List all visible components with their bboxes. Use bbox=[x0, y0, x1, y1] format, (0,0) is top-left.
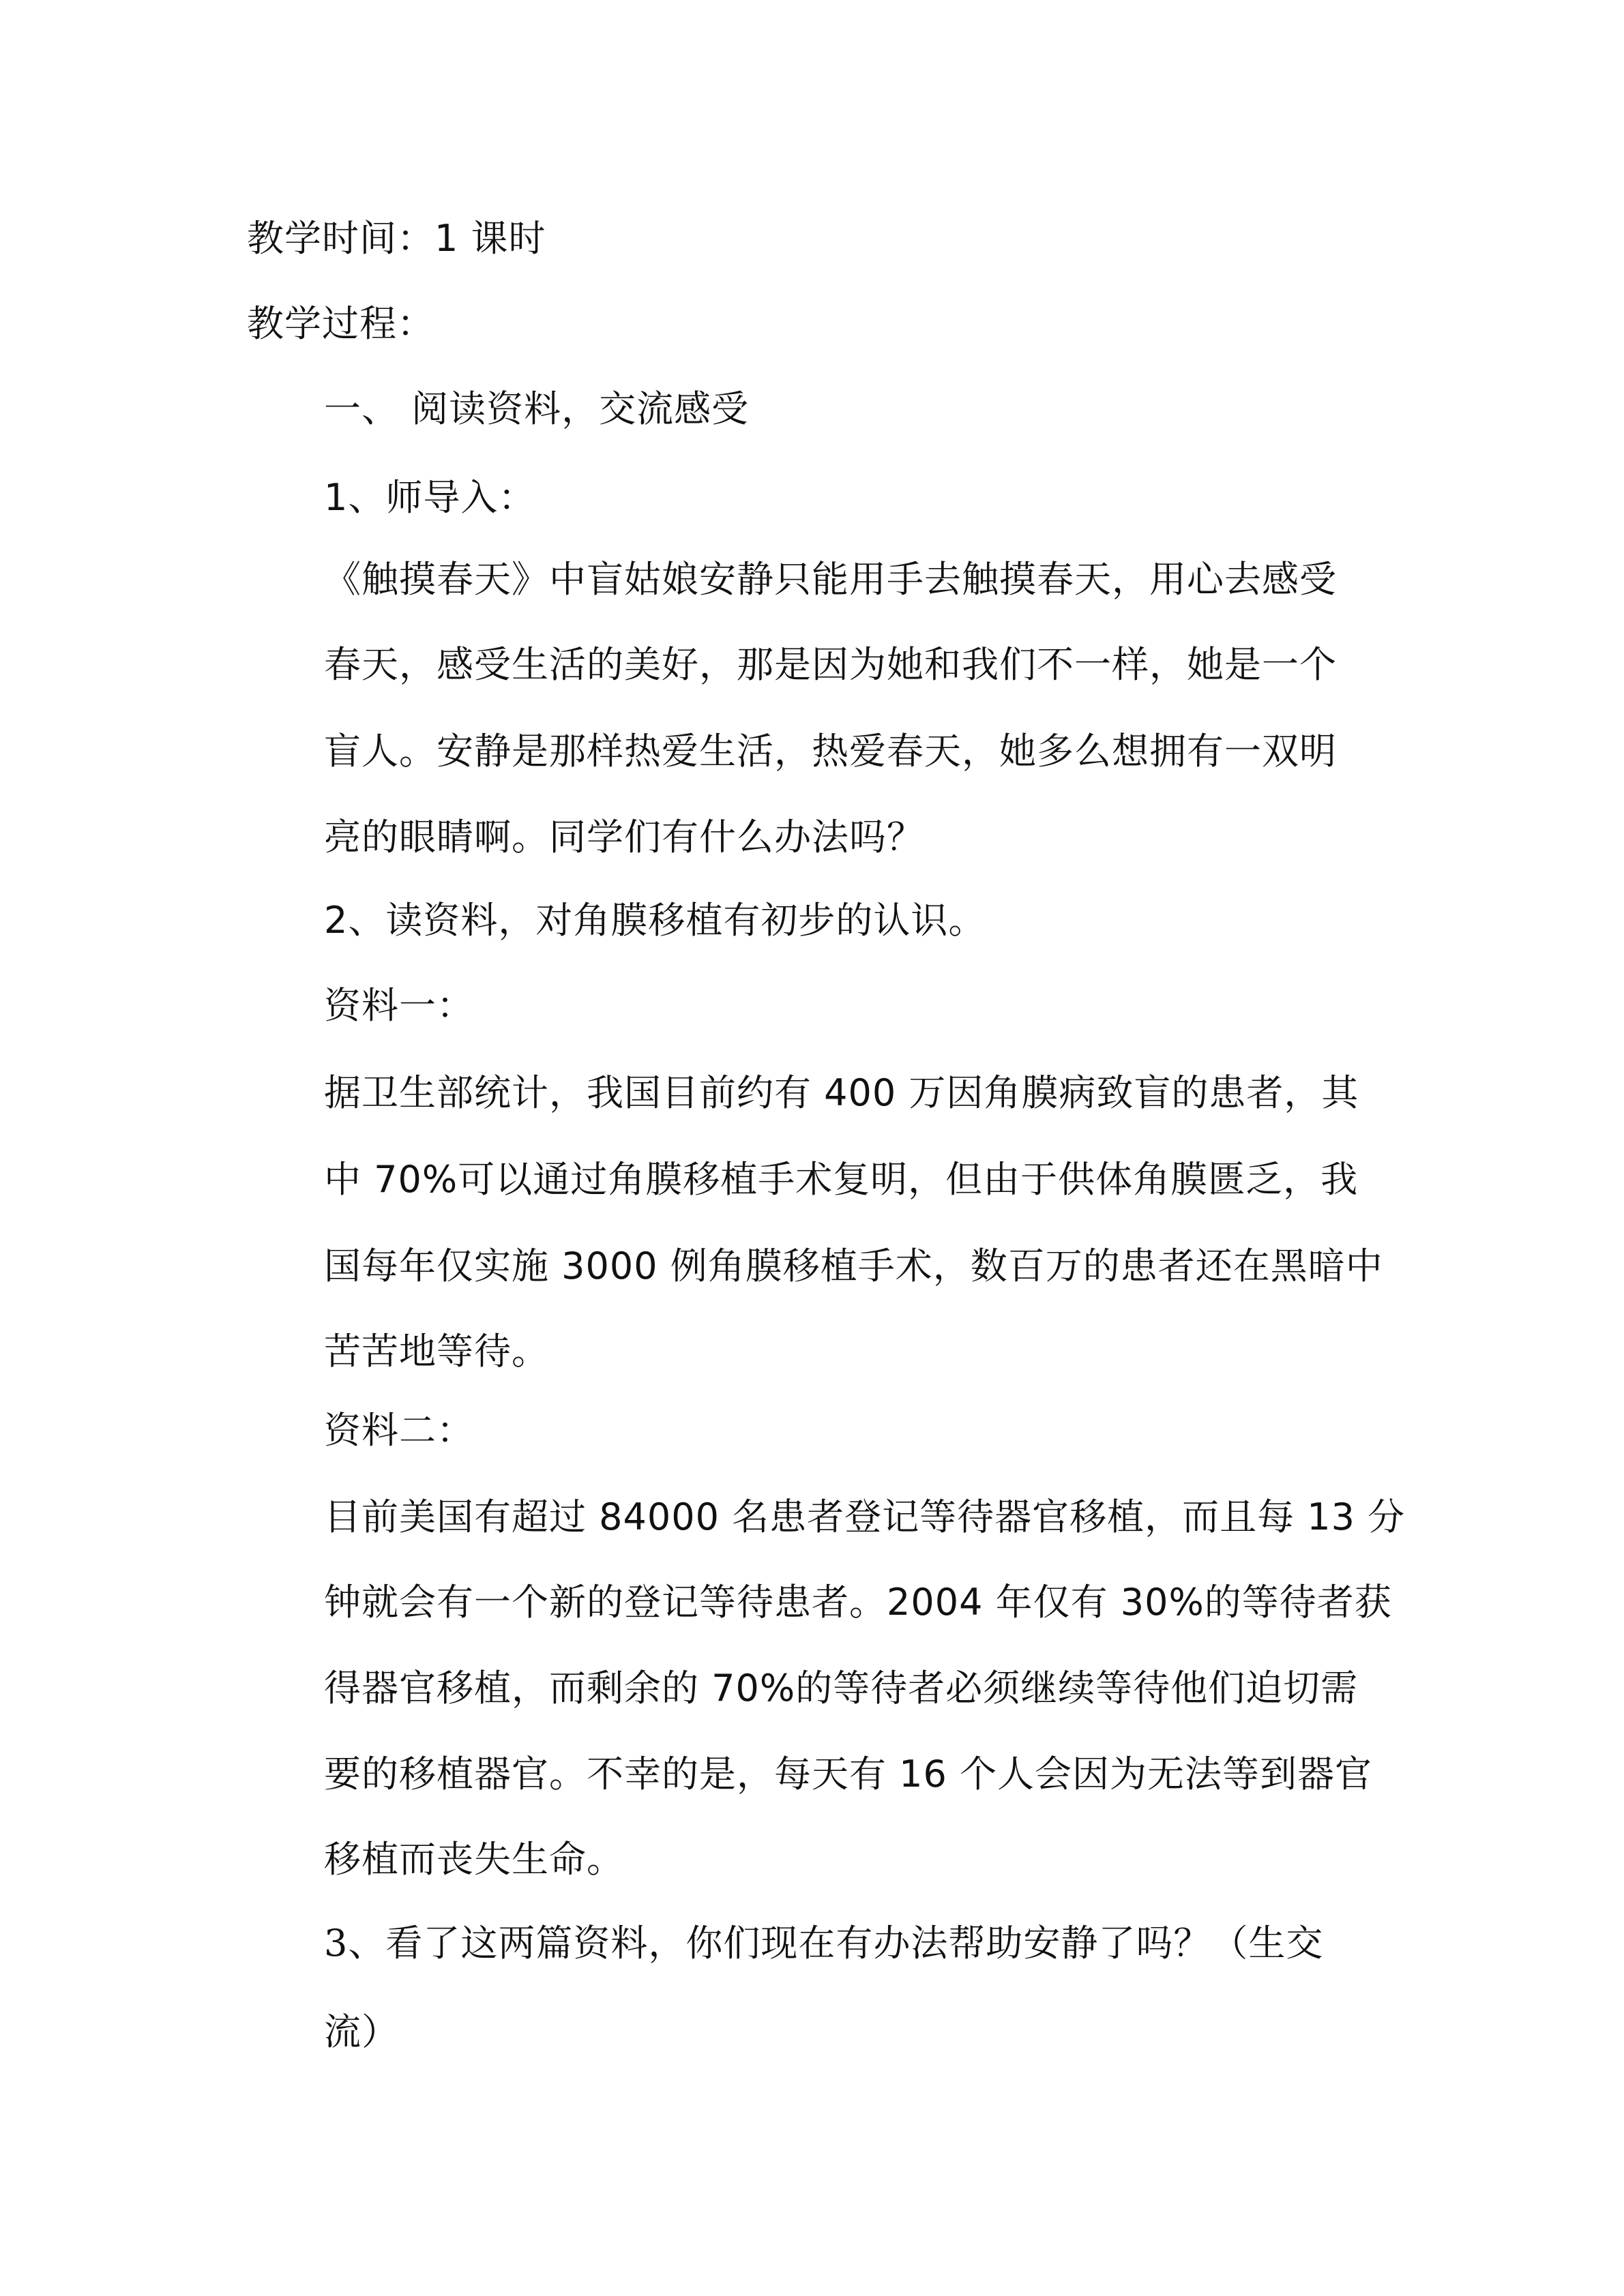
intro-line-4: 亮的眼睛啊。同学们有什么办法吗？ bbox=[324, 816, 924, 859]
intro-line-2: 春天，感受生活的美好，那是因为她和我们不一样，她是一个 bbox=[324, 643, 1337, 686]
material-2-line-2: 钟就会有一个新的登记等待患者。2004 年仅有 30%的等待者获 bbox=[324, 1581, 1392, 1624]
material-1-line-1: 据卫生部统计，我国目前约有 400 万因角膜病致盲的患者，其 bbox=[324, 1071, 1359, 1114]
step-3-line-2: 流） bbox=[324, 2010, 399, 2053]
teaching-process-heading: 教学过程： bbox=[247, 302, 434, 345]
section-1-heading: 一、 阅读资料，交流感受 bbox=[324, 387, 750, 430]
step-2: 2、读资料，对角膜移植有初步的认识。 bbox=[324, 899, 986, 942]
material-2-label: 资料二： bbox=[324, 1409, 474, 1452]
material-2-line-4: 要的移植器官。不幸的是，每天有 16 个人会因为无法等到器官 bbox=[324, 1753, 1373, 1795]
intro-line-1: 《触摸春天》中盲姑娘安静只能用手去触摸春天，用心去感受 bbox=[324, 558, 1337, 601]
step-1: 1、师导入： bbox=[324, 476, 536, 519]
intro-line-3: 盲人。安静是那样热爱生活，热爱春天，她多么想拥有一双明 bbox=[324, 730, 1337, 773]
teaching-time: 教学时间：1 课时 bbox=[247, 217, 546, 260]
step-3-line-1: 3、看了这两篇资料，你们现在有办法帮助安静了吗？（生交 bbox=[324, 1922, 1324, 1965]
material-1-line-4: 苦苦地等待。 bbox=[324, 1330, 549, 1373]
material-1-line-3: 国每年仅实施 3000 例角膜移植手术，数百万的患者还在黑暗中 bbox=[324, 1244, 1383, 1287]
material-2-line-5: 移植而丧失生命。 bbox=[324, 1838, 624, 1881]
material-1-label: 资料一： bbox=[324, 984, 474, 1027]
material-2-line-1: 目前美国有超过 84000 名患者登记等待器官移植，而且每 13 分 bbox=[324, 1495, 1406, 1538]
material-1-line-2: 中 70%可以通过角膜移植手术复明，但由于供体角膜匮乏，我 bbox=[324, 1158, 1359, 1201]
material-2-line-3: 得器官移植，而剩余的 70%的等待者必须继续等待他们迫切需 bbox=[324, 1667, 1359, 1710]
